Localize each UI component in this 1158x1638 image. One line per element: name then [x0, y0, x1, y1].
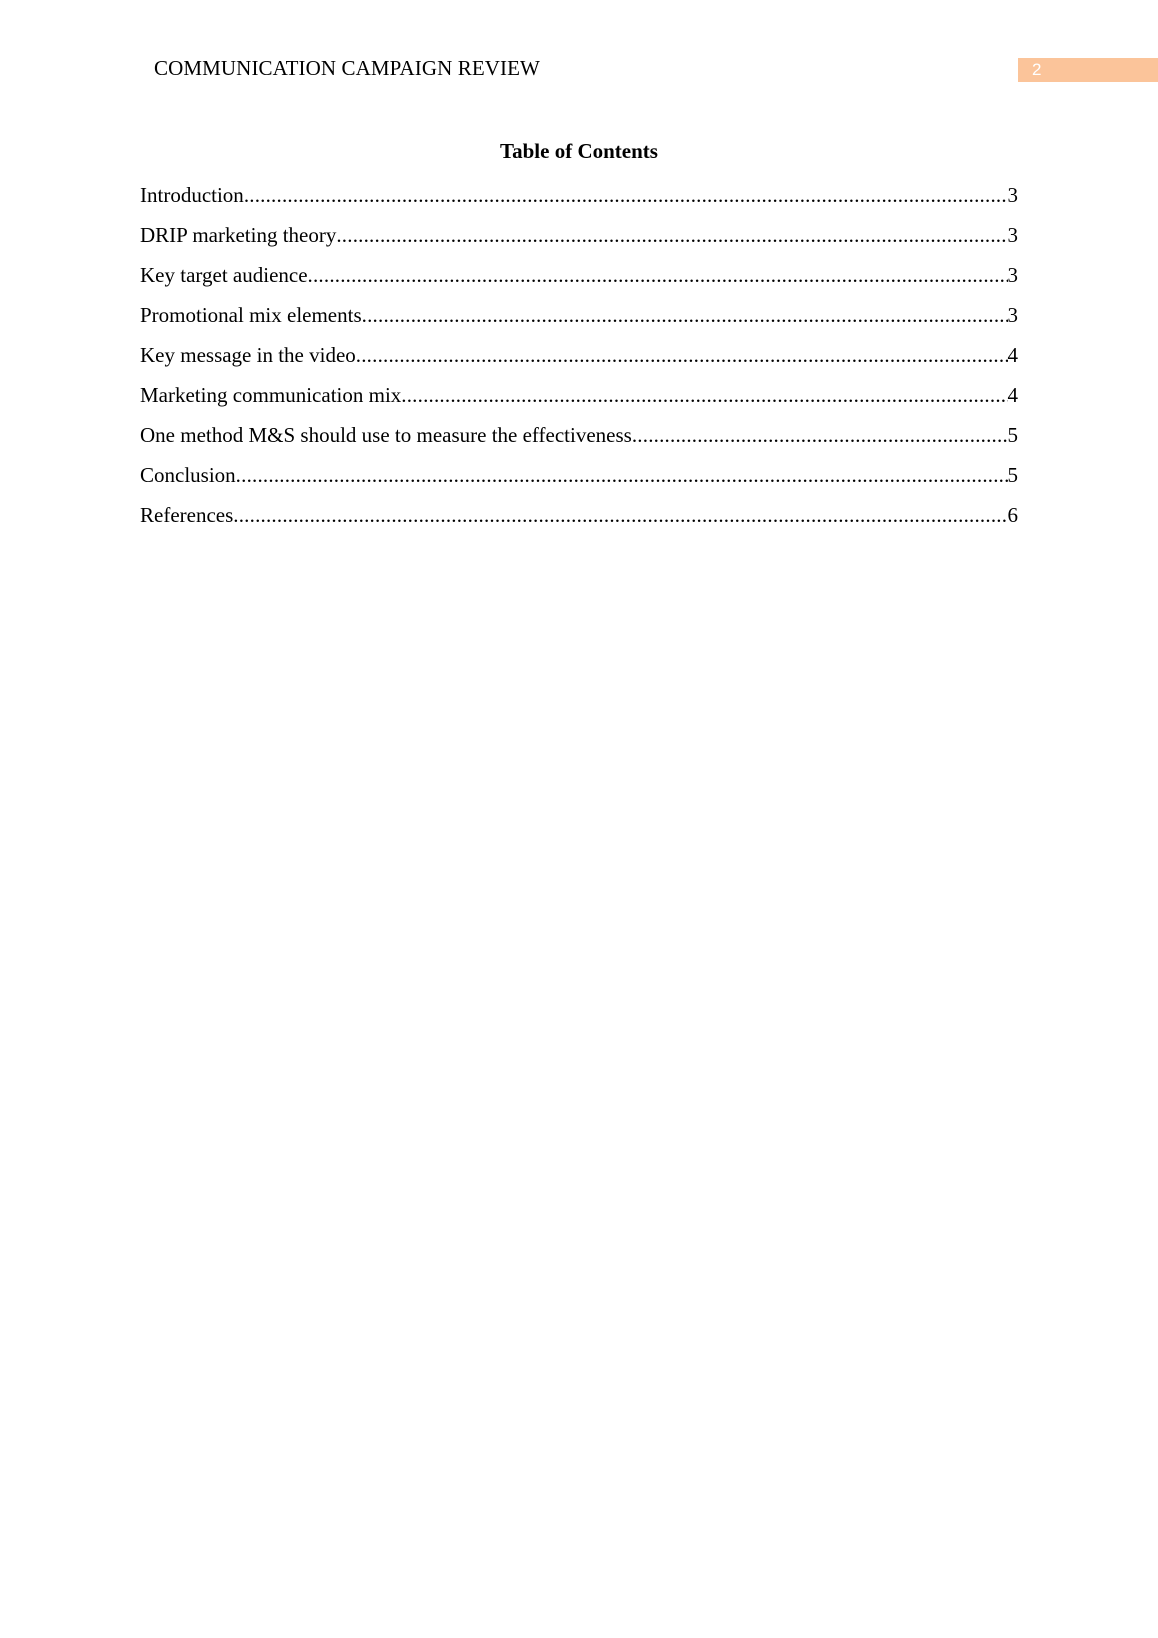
page-number-badge: 2	[1018, 58, 1158, 82]
toc-entry-page: 5	[1007, 463, 1018, 487]
toc-entry-page: 3	[1007, 183, 1018, 207]
toc-dot-leader	[336, 220, 1007, 250]
toc-entry-page: 3	[1007, 303, 1018, 327]
toc-dot-leader	[356, 340, 1008, 370]
toc-entry-label: Promotional mix elements	[140, 303, 362, 327]
toc-entry-page: 4	[1007, 343, 1018, 367]
toc-entry-label: Key message in the video	[140, 343, 356, 367]
toc-entry-page: 5	[1007, 423, 1018, 447]
toc-dot-leader	[401, 380, 1007, 410]
toc-entry-page: 4	[1007, 383, 1018, 407]
toc-entry-label: Conclusion	[140, 463, 236, 487]
toc-entry-conclusion[interactable]	[140, 460, 1018, 500]
toc-entry-drip-marketing-theory[interactable]	[140, 220, 1018, 260]
toc-entry-label: References	[140, 503, 234, 527]
toc-entry-page: 3	[1007, 223, 1018, 247]
toc-entry-key-message[interactable]	[140, 340, 1018, 380]
toc-entry-measure-effectiveness[interactable]	[140, 420, 1018, 460]
toc-entry-label: DRIP marketing theory	[140, 223, 337, 247]
toc-entry-marketing-communication-mix[interactable]	[140, 380, 1018, 420]
toc-entry-page: 3	[1007, 263, 1018, 287]
toc-dot-leader	[632, 420, 1008, 450]
running-header-title: COMMUNICATION CAMPAIGN REVIEW	[154, 56, 540, 80]
table-of-contents	[140, 180, 1018, 540]
toc-entry-label: Introduction	[140, 183, 244, 207]
toc-dot-leader	[236, 460, 1008, 490]
toc-dot-leader	[308, 260, 1008, 290]
toc-entry-key-target-audience[interactable]	[140, 260, 1018, 300]
toc-entry-promotional-mix-elements[interactable]	[140, 300, 1018, 340]
toc-entry-label: Marketing communication mix	[140, 383, 402, 407]
toc-dot-leader	[362, 300, 1008, 330]
toc-entry-introduction[interactable]	[140, 180, 1018, 220]
toc-dot-leader	[233, 500, 1007, 530]
toc-entry-page: 6	[1007, 503, 1018, 527]
toc-entry-label: Key target audience	[140, 263, 308, 287]
toc-dot-leader	[244, 180, 1008, 210]
toc-entry-label: One method M&S should use to measure the effectiveness	[140, 423, 632, 447]
toc-heading: Table of Contents	[500, 139, 658, 163]
toc-entry-references[interactable]	[140, 500, 1018, 540]
